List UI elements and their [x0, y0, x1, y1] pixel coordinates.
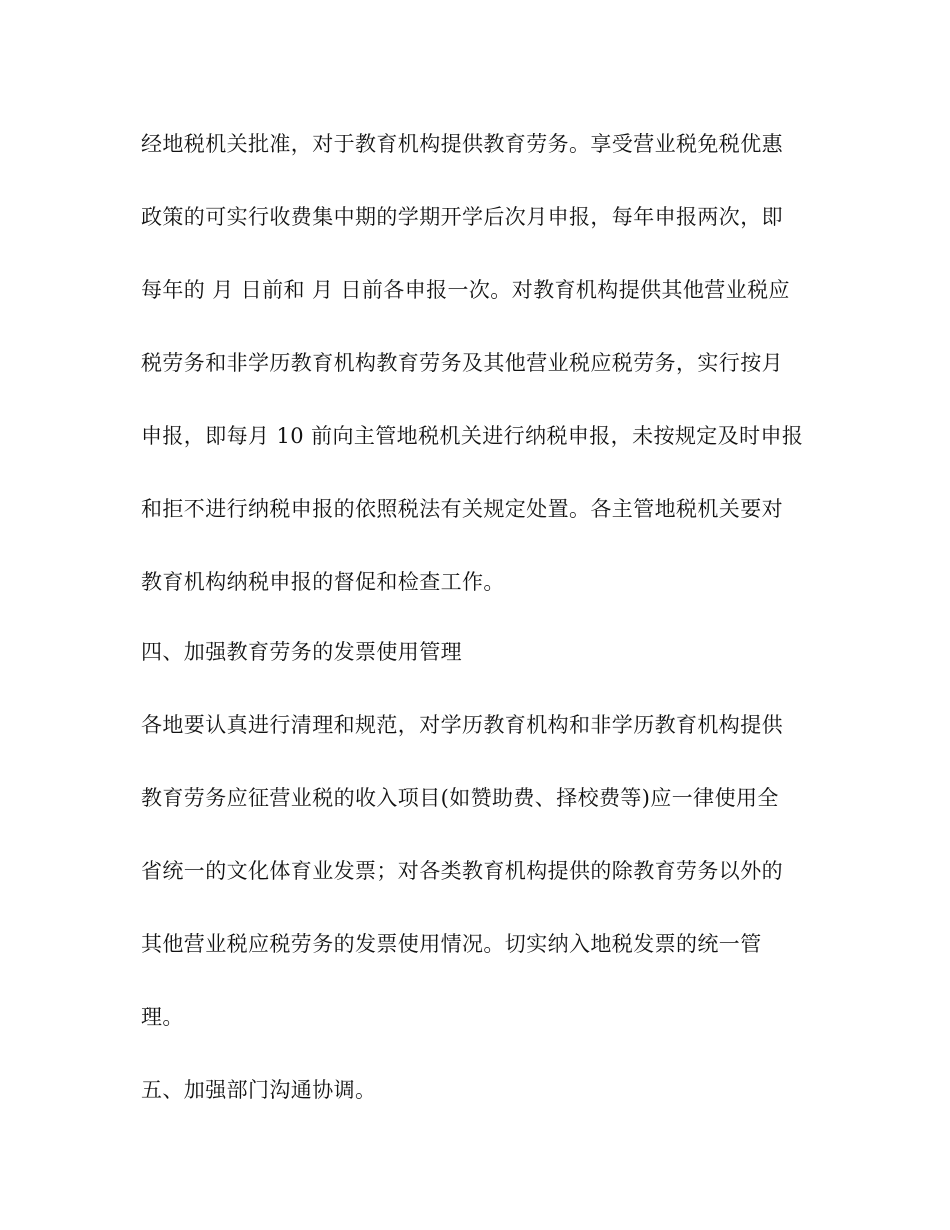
section-heading: 五、加强部门沟通协调。 [141, 1078, 377, 1102]
paragraph-line: 其他营业税应税劳务的发票使用情况。切实纳入地税发票的统一管 [141, 932, 762, 956]
section-heading: 四、加强教育劳务的发票使用管理 [141, 640, 462, 664]
paragraph-line: 各地要认真进行清理和规范，对学历教育机构和非学历教育机构提供 [141, 713, 783, 737]
paragraph-line: 教育劳务应征营业税的收入项目(如赞助费、择校费等)应一律使用全 [141, 786, 779, 810]
paragraph-line: 省统一的文化体育业发票；对各类教育机构提供的除教育劳务以外的 [141, 859, 783, 883]
paragraph-line: 和拒不进行纳税申报的依照税法有关规定处置。各主管地税机关要对 [141, 497, 783, 521]
paragraph-line: 每年的 月 日前和 月 日前各申报一次。对教育机构提供其他营业税应 [141, 278, 790, 302]
paragraph-line: 教育机构纳税申报的督促和检查工作。 [141, 570, 505, 594]
paragraph-line: 税劳务和非学历教育机构教育劳务及其他营业税应税劳务，实行按月 [141, 351, 783, 375]
paragraph-line: 申报，即每月 10 前向主管地税机关进行纳税申报，未按规定及时申报 [141, 424, 804, 448]
paragraph-line: 经地税机关批准，对于教育机构提供教育劳务。享受营业税免税优惠 [141, 132, 783, 156]
paragraph-line: 理。 [141, 1005, 184, 1029]
paragraph-line: 政策的可实行收费集中期的学期开学后次月申报，每年申报两次，即 [141, 205, 783, 229]
